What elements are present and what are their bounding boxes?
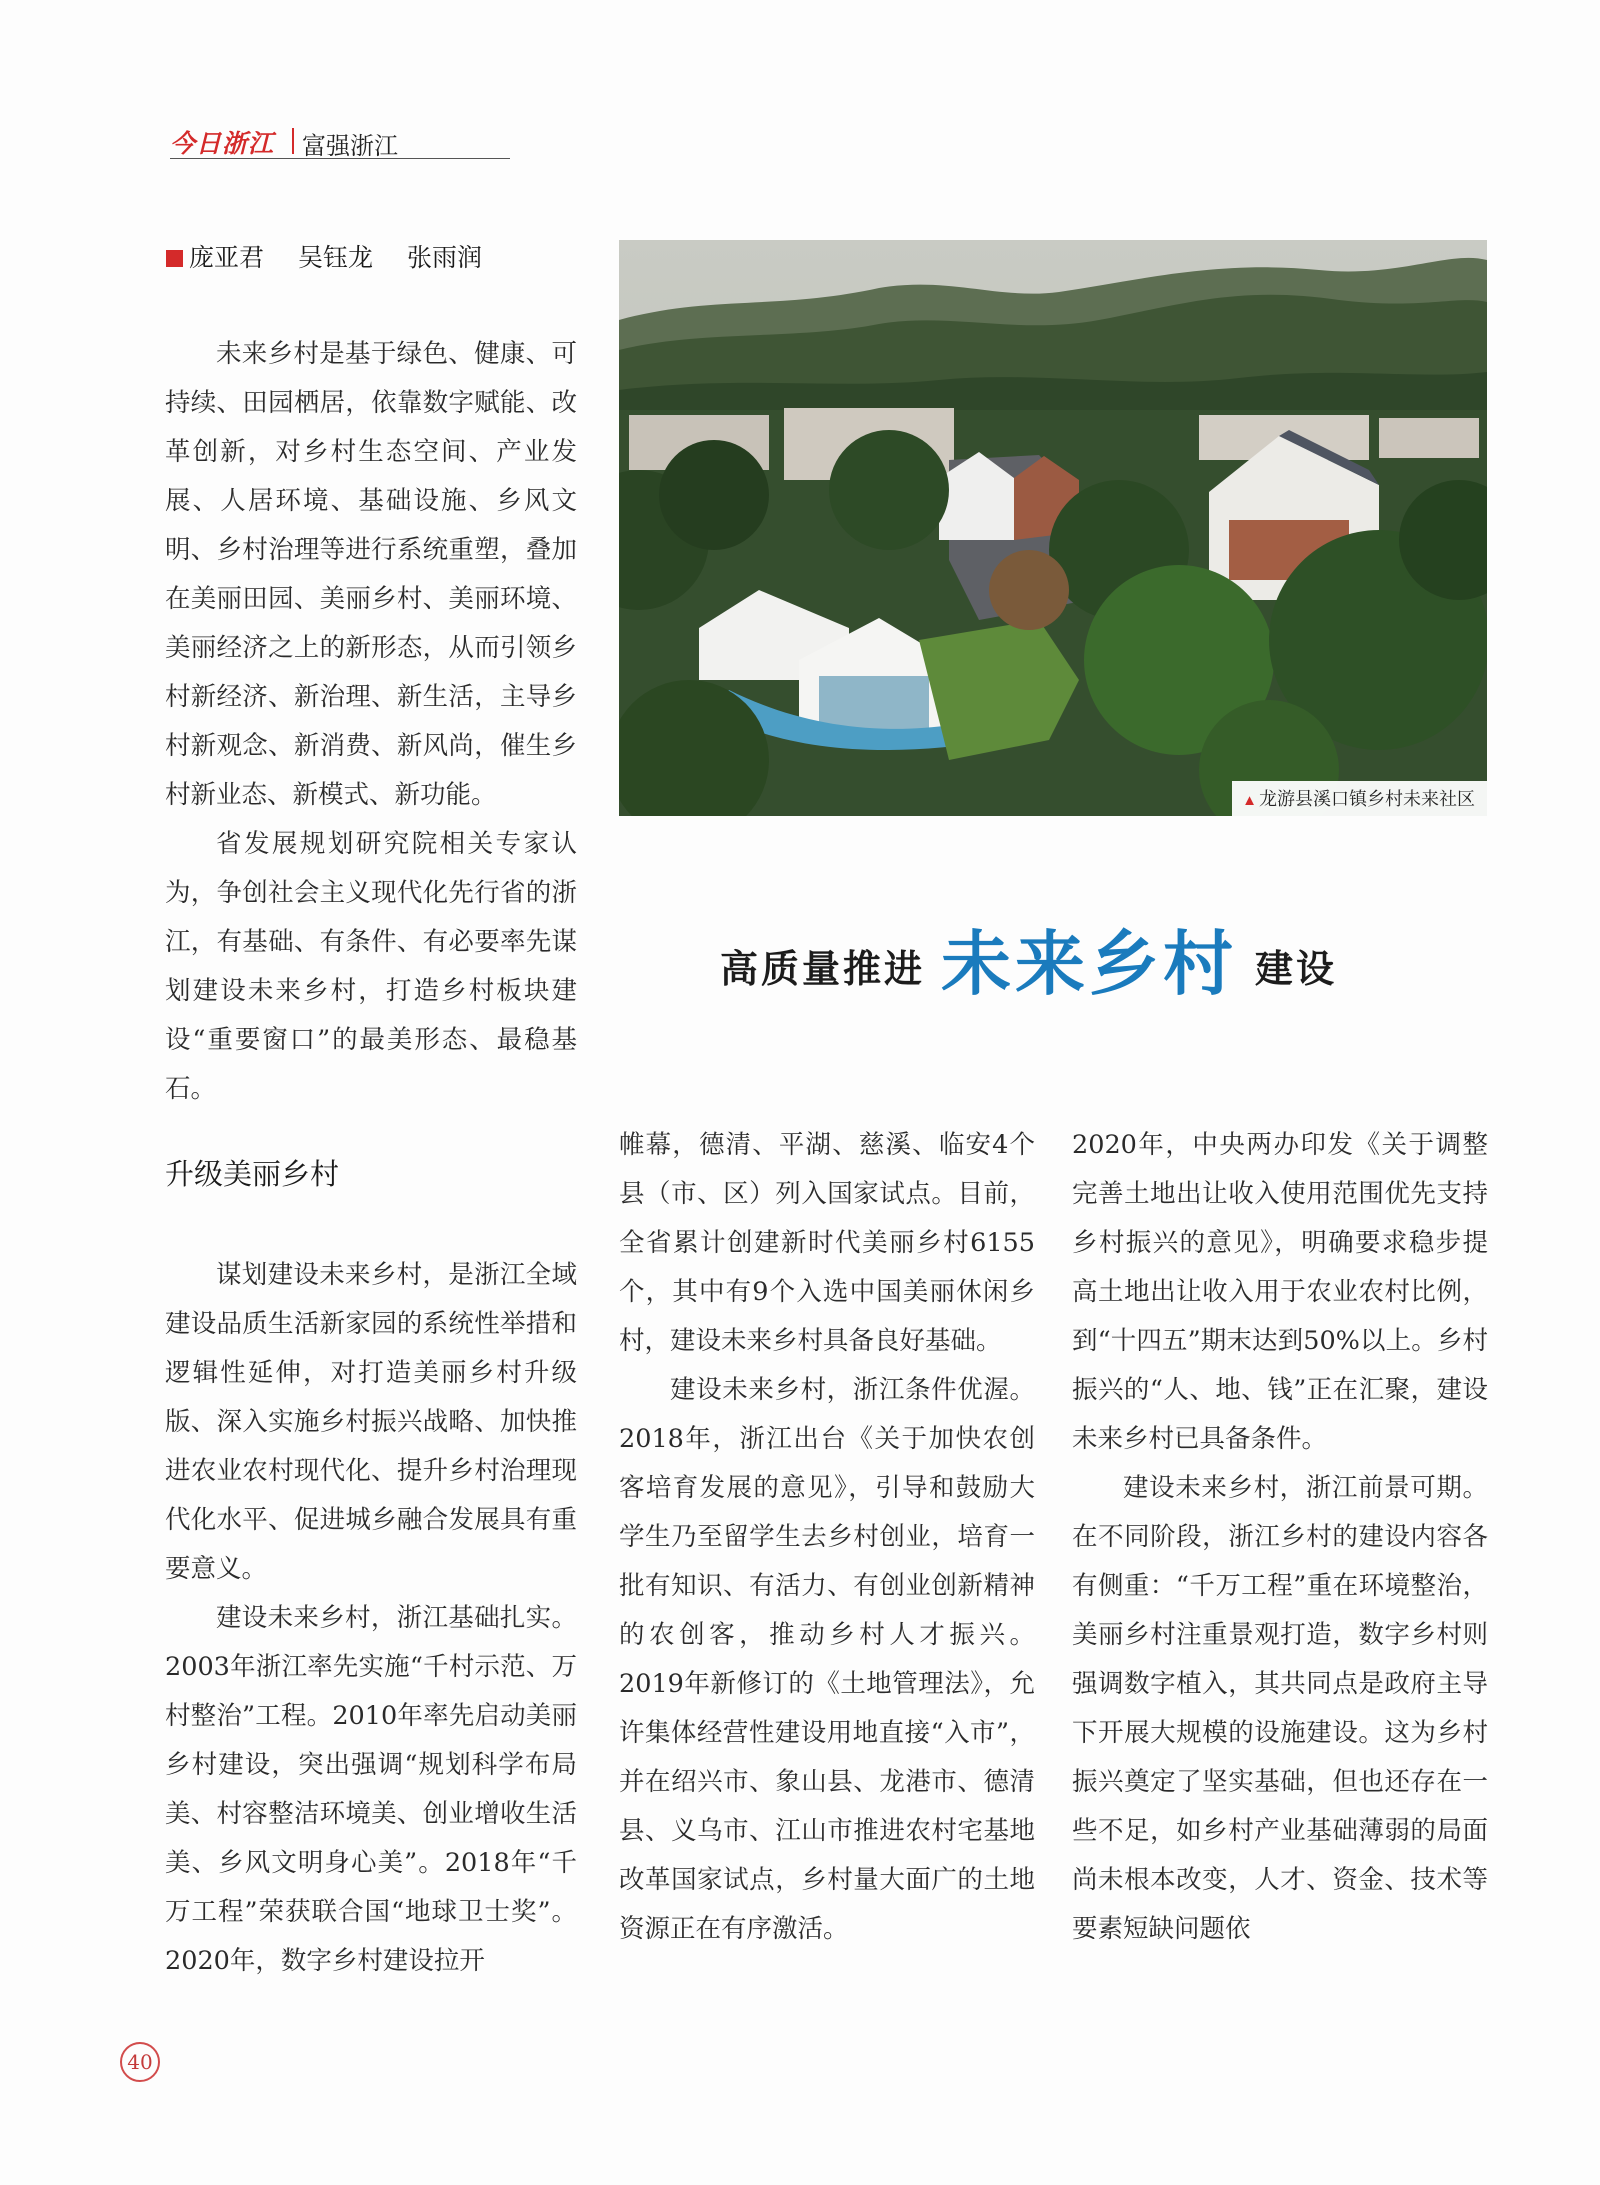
title-prefix: 高质量推进 [720, 946, 926, 991]
body-column-1 [165, 1251, 577, 1986]
title-keyword: 未来乡村 [941, 923, 1238, 1005]
body-column-3 [1072, 1121, 1488, 1954]
caption-triangle-icon: ▲ [1242, 792, 1257, 809]
body-column-2 [619, 1121, 1035, 1954]
paragraph: 建设未来乡村，浙江前景可期。在不同阶段，浙江乡村的建设内容各有侧重：“千万工程”重在环境整治，美丽乡村注重景观打造，数字乡村则强调数字植入，其共同点是政府主导下开展大规模的设施建设。这为乡村振兴奠定了坚实基础，但也还存在一些不足，如乡村产业基础薄弱的局面尚未根本改变，人才、资金、技术等要素短缺问题依 [1072, 1473, 1488, 1944]
paragraph: 谋划建设未来乡村，是浙江全域建设品质生活新家园的系统性举措和逻辑性延伸，对打造美丽乡村升级版、深入实施乡村振兴战略、加快推进农业农村现代化、提升乡村治理现代化水平、促进城乡融合发展具有重要意义。 [165, 1260, 577, 1584]
village-photo-illustration [619, 240, 1487, 816]
magazine-logo: 今日浙江 [170, 129, 275, 158]
title-suffix: 建设 [1255, 946, 1338, 991]
paragraph: 未来乡村是基于绿色、健康、可持续、田园栖居，依靠数字赋能、改革创新，对乡村生态空间、产业发展、人居环境、基础设施、乡风文明、乡村治理等进行系统重塑，叠加在美丽田园、美丽乡村、美丽环境、美丽经济之上的新形态，从而引领乡村新经济、新治理、新生活，主导乡村新观念、新消费、新风尚，催生乡村新业态、新模式、新功能。 [165, 339, 577, 810]
intro-text [165, 330, 577, 1114]
section-name: 富强浙江 [302, 133, 398, 160]
paragraph: 建设未来乡村，浙江条件优渥。2018年，浙江出台《关于加快农创客培育发展的意见》，引导和鼓励大学生乃至留学生去乡村创业，培育一批有知识、有活力、有创业创新精神的农创客，推动乡村人才振兴。2019年新修订的《土地管理法》，允许集体经营性建设用地直接“入市”，并在绍兴市、象山县、龙港市、德清县、义乌市、江山市推进农村宅基地改革国家试点，乡村量大面广的土地资源正在有序激活。 [619, 1375, 1035, 1944]
article-photo [619, 240, 1487, 816]
photo-caption [1232, 781, 1487, 816]
photo-caption-text: 龙游县溪口镇乡村未来社区 [1259, 789, 1475, 809]
article-title [720, 908, 1337, 1009]
page-header [170, 122, 510, 159]
paragraph: 2020年，中央两办印发《关于调整完善土地出让收入使用范围优先支持乡村振兴的意见》，明确要求稳步提高土地出让收入用于农业农村比例，到“十四五”期末达到50%以上。乡村振兴的“人、地、钱”正在汇聚，建设未来乡村已具备条件。 [1072, 1130, 1488, 1454]
header-divider [292, 128, 294, 154]
author-marker-icon [166, 250, 183, 267]
page-number: 40 [120, 2042, 160, 2082]
author-name: 吴钰龙 [298, 244, 374, 272]
author-name: 庞亚君 [189, 244, 265, 272]
author-line [166, 238, 516, 274]
section-heading: 升级美丽乡村 [165, 1159, 340, 1191]
paragraph: 省发展规划研究院相关专家认为，争创社会主义现代化先行省的浙江，有基础、有条件、有必要率先谋划建设未来乡村，打造乡村板块建设“重要窗口”的最美形态、最稳基石。 [165, 829, 577, 1104]
author-name: 张雨润 [407, 244, 483, 272]
paragraph: 帷幕，德清、平湖、慈溪、临安4个县（市、区）列入国家试点。目前，全省累计创建新时代美丽乡村6155个，其中有9个入选中国美丽休闲乡村，建设未来乡村具备良好基础。 [619, 1130, 1035, 1356]
paragraph: 建设未来乡村，浙江基础扎实。2003年浙江率先实施“千村示范、万村整治”工程。2010年率先启动美丽乡村建设，突出强调“规划科学布局美、村容整洁环境美、创业增收生活美、乡风文明身心美”。2018年“千万工程”荣获联合国“地球卫士奖”。2020年，数字乡村建设拉开 [165, 1603, 577, 1976]
